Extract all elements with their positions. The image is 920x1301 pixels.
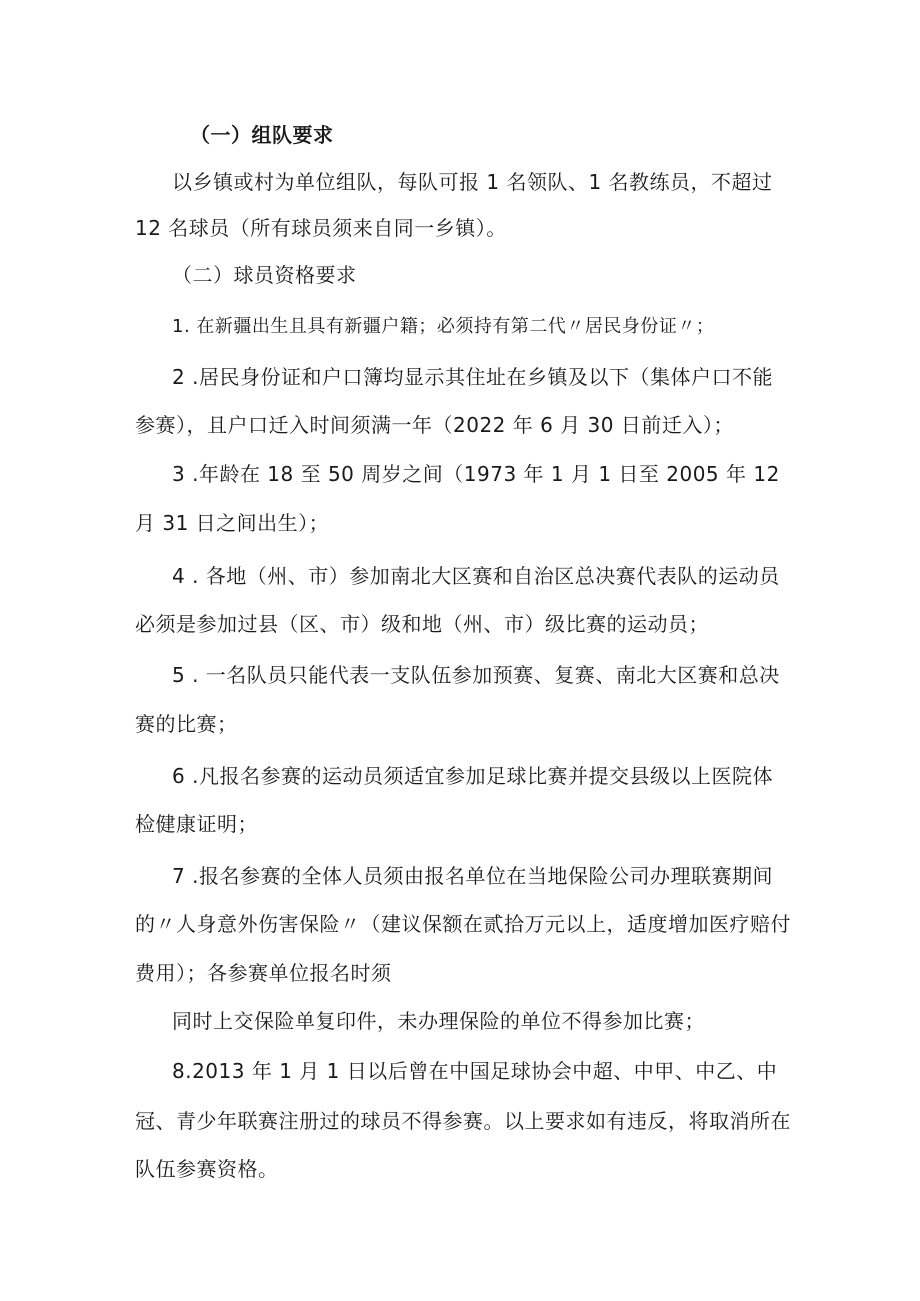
list-item-line: 必须是参加过县（区、市）级和地（州、市）级比赛的运动员； bbox=[135, 612, 709, 636]
list-item-line: 4 . 各地（州、市）参加南北大区赛和自治区总决赛代表队的运动员 bbox=[172, 564, 780, 588]
list-item-line: 赛的比赛； bbox=[135, 712, 238, 736]
list-item-line: 参赛），且户口迁入时间须满一年（2022 年 6 月 30 日前迁入）； bbox=[135, 413, 734, 437]
section-heading-eligibility: （二）球员资格要求 bbox=[172, 263, 357, 287]
list-item-line: 月 31 日之间出生）； bbox=[135, 511, 330, 535]
section-heading-team: （一）组队要求 bbox=[190, 123, 334, 147]
list-item-line: 1. 在新疆出生且具有新疆户籍；必须持有第二代〃居民身份证〃； bbox=[172, 316, 715, 337]
list-item-line: 的〃人身意外伤害保险〃（建议保额在贰拾万元以上，适度增加医疗赔付 bbox=[135, 912, 791, 936]
list-item-line: 3 .年龄在 18 至 50 周岁之间（1973 年 1 月 1 日至 2005 年 12 bbox=[172, 462, 780, 486]
paragraph-line: 以乡镇或村为单位组队，每队可报 1 名领队、1 名教练员，不超过 bbox=[172, 170, 773, 194]
list-item-line: 2 .居民身份证和户口簿均显示其住址在乡镇及以下（集体户口不能 bbox=[172, 365, 773, 389]
paragraph-line: 12 名球员（所有球员须来自同一乡镇）。 bbox=[135, 216, 507, 240]
list-item-line: 6 .凡报名参赛的运动员须适宜参加足球比赛并提交县级以上医院体 bbox=[172, 764, 773, 788]
list-item-line: 8.2013 年 1 月 1 日以后曾在中国足球协会中超、中甲、中乙、中 bbox=[172, 1059, 778, 1083]
list-item-line: 5 . 一名队员只能代表一支队伍参加预赛、复赛、南北大区赛和总决 bbox=[172, 663, 780, 687]
list-item-line: 冠、青少年联赛注册过的球员不得参赛。以上要求如有违反，将取消所在 bbox=[135, 1109, 791, 1133]
list-item-line: 同时上交保险单复印件，未办理保险的单位不得参加比赛； bbox=[172, 1009, 705, 1033]
list-item-line: 队伍参赛资格。 bbox=[135, 1157, 279, 1181]
list-item-line: 费用）；各参赛单位报名时须 bbox=[135, 961, 392, 985]
list-item-line: 检健康证明； bbox=[135, 812, 258, 836]
list-item-line: 7 .报名参赛的全体人员须由报名单位在当地保险公司办理联赛期间 bbox=[172, 864, 773, 888]
